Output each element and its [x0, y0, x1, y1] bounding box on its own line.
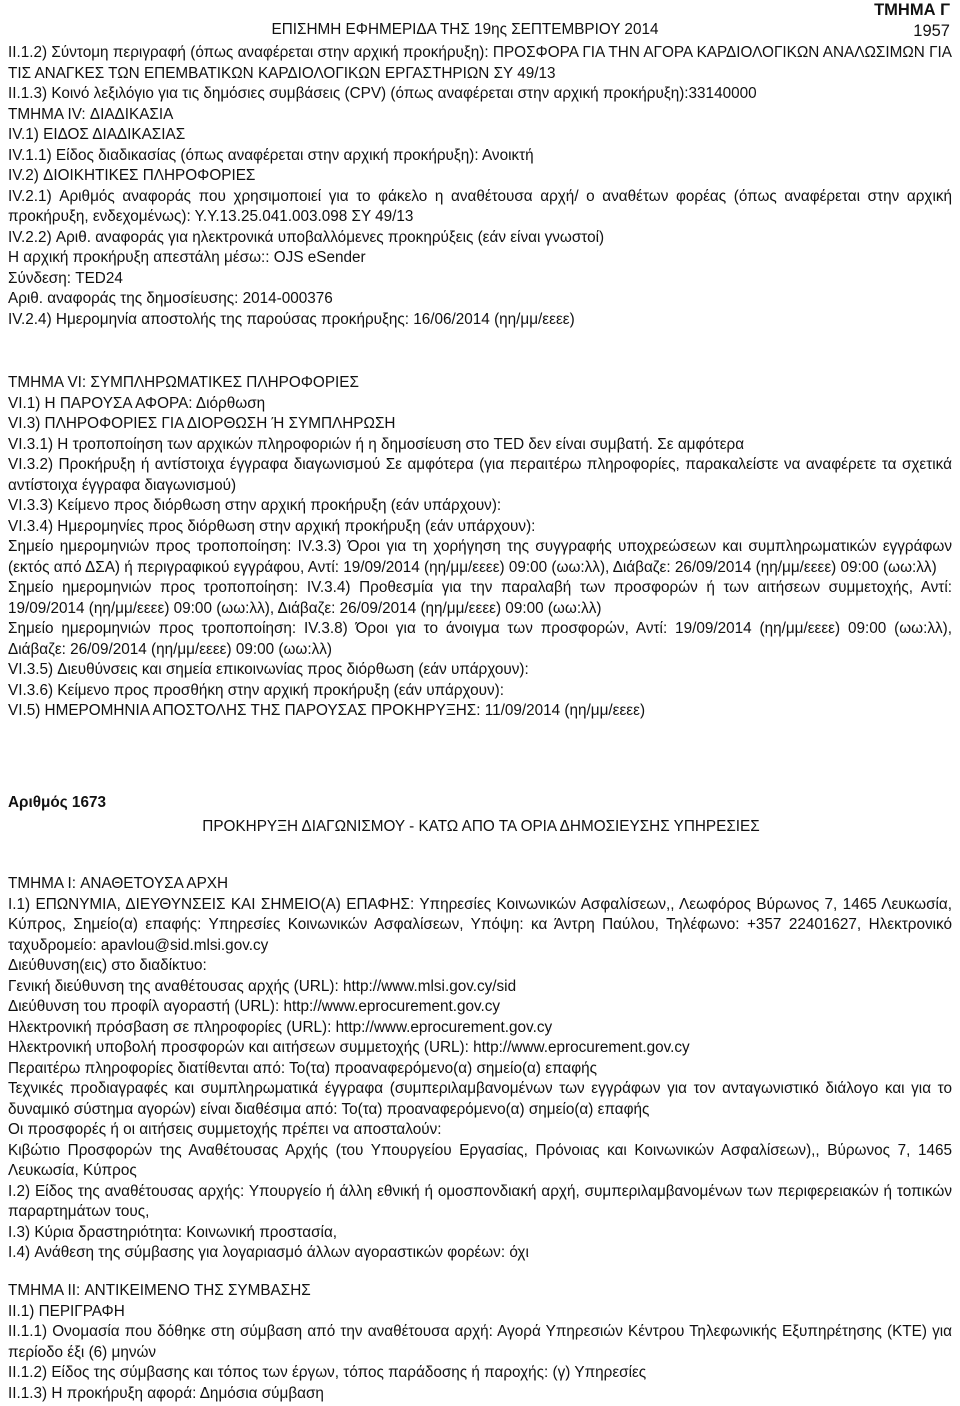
paragraph-dispatch-date: IV.2.4) Ημερομηνία αποστολής της παρούσας προκήρυξης: 16/06/2014 (ηη/μμ/εεεε)	[8, 310, 575, 328]
paragraph-vi-3-2: VI.3.2) Προκήρυξη ή αντίστοιχα έγγραφα διαγωνισμού Σε αμφότερα (για περαιτέρω πληροφορίες, παρακαλείστε να αναφέρετε τα σχετικά αντίστοιχα έγγραφα διαγωνισμού)	[8, 456, 952, 494]
paragraph-vi-3-4: VI.3.4) Ημερομηνίες προς διόρθωση στην αρχική προκήρυξη (εάν υπάρχουν):	[8, 517, 536, 535]
paragraph-vi-3-3: VI.3.3) Κείμενο προς διόρθωση στην αρχική προκήρυξη (εάν υπάρχουν):	[8, 497, 502, 514]
paragraph-contract-title: II.1.1) Ονομασία που δόθηκε στη σύμβαση από την αναθέτουσα αρχή: Αγορά Υπηρεσιών Κέντρου Τηλεφωνικής Εξυπηρέτησης (ΚΤΕ) για περίοδο έξι (6) μηνών	[8, 1323, 952, 1361]
journal-title: ΕΠΙΣΗΜΗ ΕΦΗΜΕΡΙΔΑ ΤΗΣ 19ης ΣΕΠΤΕΜΒΡΙΟΥ 2014	[271, 21, 659, 38]
section-previous-notice-details	[8, 43, 952, 330]
paragraph-electronic-reference: IV.2.2) Αριθ. αναφοράς για ηλεκτρονικά υποβαλλόμενες προκηρύξεις (εάν είναι γνωστοί)	[8, 228, 605, 246]
paragraph-vi-5: VI.5) ΗΜΕΡΟΜΗΝΙΑ ΑΠΟΣΤΟΛΗΣ ΤΗΣ ΠΑΡΟΥΣΑΣ ΠΡΟΚΗΡΥΞΗΣ: 11/09/2014 (ηη/μμ/εεεε)	[8, 702, 646, 719]
paragraph-notice-involves-contract: II.1.3) Η προκήρυξη αφορά: Δημόσια σύμβαση	[8, 1384, 324, 1402]
paragraph-notice-involves: VI.1) Η ΠΑΡΟΥΣΑ ΑΦΟΡΑ: Διόρθωση	[8, 394, 266, 412]
page-number: 1957	[913, 22, 950, 40]
heading-section-i: ΤΜΗΜΑ I: ΑΝΑΘΕΤΟΥΣΑ ΑΡΧΗ	[8, 875, 229, 892]
paragraph-on-behalf: I.4) Ανάθεση της σύμβασης για λογαριασμό άλλων αγοραστικών φορέων: όχι	[8, 1244, 529, 1261]
section-label: ΤΜΗΜΑ Γ	[874, 1, 950, 19]
heading-description: II.1) ΠΕΡΙΓΡΑΦΗ	[8, 1302, 125, 1320]
heading-section-iv: ΤΜΗΜΑ IV: ΔΙΑΔΙΚΑΣΙΑ	[8, 105, 174, 123]
paragraph-cpv: II.1.3) Κοινό λεξιλόγιο για τις δημόσιες συμβάσεις (CPV) (όπως αναφέρεται στην αρχική προκήρυξη):33140000	[8, 85, 757, 102]
paragraph-vi-3-5: VI.3.5) Διευθύνσεις και σημεία επικοινωνίας προς διόρθωση (εάν υπάρχουν):	[8, 661, 529, 678]
heading-correction-info: VI.3) ΠΛΗΡΟΦΟΡΙΕΣ ΓΙΑ ΔΙΟΡΘΩΣΗ Ή ΣΥΜΠΛΗΡΩΣΗ	[8, 415, 396, 432]
paragraph-date-change-3: Σημείο ημερομηνιών προς τροποποίηση: IV.3.8) Όροι για το άνοιγμα των προσφορών, Αντί: 19/09/2014 (ηη/μμ/εεεε) 09:00 (ωω:λλ), Διάβαζε: 26/09/2014 (ηη/μμ/εεεε) 09:00 (ωω:λλ)	[8, 620, 952, 658]
paragraph-general-url: Γενική διεύθυνση της αναθέτουσας αρχής (URL): http://www.mlsi.gov.cy/sid	[8, 977, 517, 995]
paragraph-login: Σύνδεση: TED24	[8, 269, 123, 287]
paragraph-buyer-profile-url: Διεύθυνση του προφίλ αγοραστή (URL): http://www.eprocurement.gov.cy	[8, 998, 501, 1015]
notice-number: Αριθμός 1673	[8, 794, 106, 811]
heading-procedure-type: IV.1) ΕΙΔΟΣ ΔΙΑΔΙΚΑΣΙΑΣ	[8, 126, 186, 143]
heading-section-vi: ΤΜΗΜΑ VI: ΣΥΜΠΛΗΡΩΜΑΤΙΚΕΣ ΠΛΗΡΟΦΟΡΙΕΣ	[8, 374, 359, 391]
paragraph-authority-type: I.2) Είδος της αναθέτουσας αρχής: Υπουργείο ή άλλη εθνική ή ομοσπονδιακή αρχή, συμπεριλαμβανομένων των περιφερειακών ή τοπικών παραρτημάτων τους,	[8, 1182, 952, 1220]
paragraph-specifications: Τεχνικές προδιαγραφές και συμπληρωματικά έγγραφα (συμπεριλαμβανομένων των εγγράφων για τον ανταγωνιστικό διάλογο και για το δυναμικό σύστημα αγορών) είναι διαθέσιμα από: Το(τα) προαναφερόμενο(α) σημείο(α) επαφής	[8, 1080, 952, 1118]
paragraph-tender-box-address: Κιβώτιο Προσφορών της Αναθέτουσας Αρχής (του Υπουργείου Εργασίας, Πρόνοιας και Κοινωνικών Ασφαλίσεων),, Βύρωνος 7, 1465 Λευκωσία, Κύπρος	[8, 1141, 952, 1179]
paragraph-date-change-1: Σημείο ημερομηνιών προς τροποποίηση: IV.3.3) Όροι για τη χορήγηση της συγγραφής υποχρεώσεων και συμπληρωματικών εγγράφων (εκτός από ΔΣΑ) ή περιγραφικού εγγράφου, Αντί: 19/09/2014 (ηη/μμ/εεεε) 09:00 (ωω:λλ), Διάβαζε: 26/09/2014 (ηη/μμ/εεεε) 09:00 (ωω:λλ)	[8, 538, 952, 576]
paragraph-sent-via: Η αρχική προκήρυξη απεστάλη μέσω:: OJS eSender	[8, 249, 366, 266]
section-i-contracting-authority	[8, 874, 952, 1264]
paragraph-short-description: II.1.2) Σύντομη περιγραφή (όπως αναφέρεται στην αρχική προκήρυξη): ΠΡΟΣΦΟΡΑ ΓΙΑ ΤΗΝ ΑΓΟΡΑ ΚΑΡΔΙΟΛΟΓΙΚΩΝ ΑΝΑΛΩΣΙΜΩΝ ΓΙΑ ΤΙΣ ΑΝΑΓΚΕΣ ΤΩΝ ΕΠΕΜΒΑΤΙΚΩΝ ΚΑΡΔΙΟΛΟΓΙΚΩΝ ΕΡΓΑΣΤΗΡΙΩΝ ΣΥ 49/13	[8, 44, 952, 82]
paragraph-vi-3-1: VI.3.1) Η τροποποίηση των αρχικών πληροφοριών ή η δημοσίευση στο TED δεν είναι συμβατή. Σε αμφότερα	[8, 435, 745, 453]
paragraph-authority-name-address: I.1) ΕΠΩΝΥΜΙΑ, ΔΙΕΥΘΥΝΣΕΙΣ ΚΑΙ ΣΗΜΕΙΟ(Α) ΕΠΑΦΗΣ: Υπηρεσίες Κοινωνικών Ασφαλίσεων,, Λεωφόρος Βύρωνος 7, 1465 Λευκωσία, Κύπρος, Σημείο(α) επαφής: Υπηρεσίες Κοινωνικών Ασφαλίσεων, Υπόψη: κα Άντρη Παύλου, Τηλέφωνο: +357 22401627, Ηλεκτρονικό ταχυδρομείο: apavlou@sid.mlsi.gov.cy	[8, 895, 952, 954]
paragraph-date-change-2: Σημείο ημερομηνιών προς τροποποίηση: IV.3.4) Προθεσμία για την παραλαβή των προσφορών ή των αιτήσεων συμμετοχής, Αντί: 19/09/2014 (ηη/μμ/εεεε) 09:00 (ωω:λλ), Διάβαζε: 26/09/2014 (ηη/μμ/εεεε) 09:00 (ωω:λλ)	[8, 579, 952, 617]
heading-section-ii: ΤΜΗΜΑ II: ΑΝΤΙΚΕΙΜΕΝΟ ΤΗΣ ΣΥΜΒΑΣΗΣ	[8, 1282, 311, 1299]
heading-internet-addresses: Διεύθυνση(εις) στο διαδίκτυο:	[8, 957, 207, 974]
paragraph-main-activity: I.3) Κύρια δραστηριότητα: Κοινωνική προστασία,	[8, 1223, 338, 1241]
paragraph-file-reference: IV.2.1) Αριθμός αναφοράς που χρησιμοποιεί για το φάκελο η αναθέτουσα αρχή/ ο αναθέτων φορέας (όπως αναφέρεται στην αρχική προκήρυξη, ενδεχομένως): Υ.Υ.13.25.041.003.098 ΣΥ 49/13	[8, 187, 952, 225]
paragraph-contract-type: II.1.2) Είδος της σύμβασης και τόπος των έργων, τόπος παράδοσης ή παροχής: (γ) Υπηρεσίες	[8, 1364, 647, 1381]
page-header	[0, 0, 960, 42]
paragraph-submission-url: Ηλεκτρονική υποβολή προσφορών και αιτήσεων συμμετοχής (URL): http://www.eprocurement.gov.cy	[8, 1039, 690, 1056]
section-vi-complementary-info	[8, 373, 952, 722]
paragraph-procedure-type: IV.1.1) Είδος διαδικασίας (όπως αναφέρεται στην αρχική προκήρυξη): Ανοικτή	[8, 146, 534, 164]
notice-title: ΠΡΟΚΗΡΥΞΗ ΔΙΑΓΩΝΙΣΜΟΥ - ΚΑΤΩ ΑΠΟ ΤΑ ΟΡΙΑ ΔΗΜΟΣΙΕΥΣΗΣ ΥΠΗΡΕΣΙΕΣ	[202, 818, 760, 835]
section-ii-object-of-contract	[8, 1281, 952, 1404]
paragraph-vi-3-6: VI.3.6) Κείμενο προς προσθήκη στην αρχική προκήρυξη (εάν υπάρχουν):	[8, 681, 505, 699]
paragraph-further-info: Περαιτέρω πληροφορίες διατίθενται από: Το(τα) προαναφερόμενο(α) σημείο(α) επαφής	[8, 1059, 598, 1077]
paragraph-publication-reference: Αριθ. αναφοράς της δημοσίευσης: 2014-000376	[8, 290, 333, 307]
paragraph-tenders-sent-to: Οι προσφορές ή οι αιτήσεις συμμετοχής πρέπει να αποσταλούν:	[8, 1121, 442, 1138]
heading-administrative-info: IV.2) ΔΙΟΙΚΗΤΙΚΕΣ ΠΛΗΡΟΦΟΡΙΕΣ	[8, 167, 256, 184]
paragraph-info-access-url: Ηλεκτρονική πρόσβαση σε πληροφορίες (URL): http://www.eprocurement.gov.cy	[8, 1018, 553, 1036]
